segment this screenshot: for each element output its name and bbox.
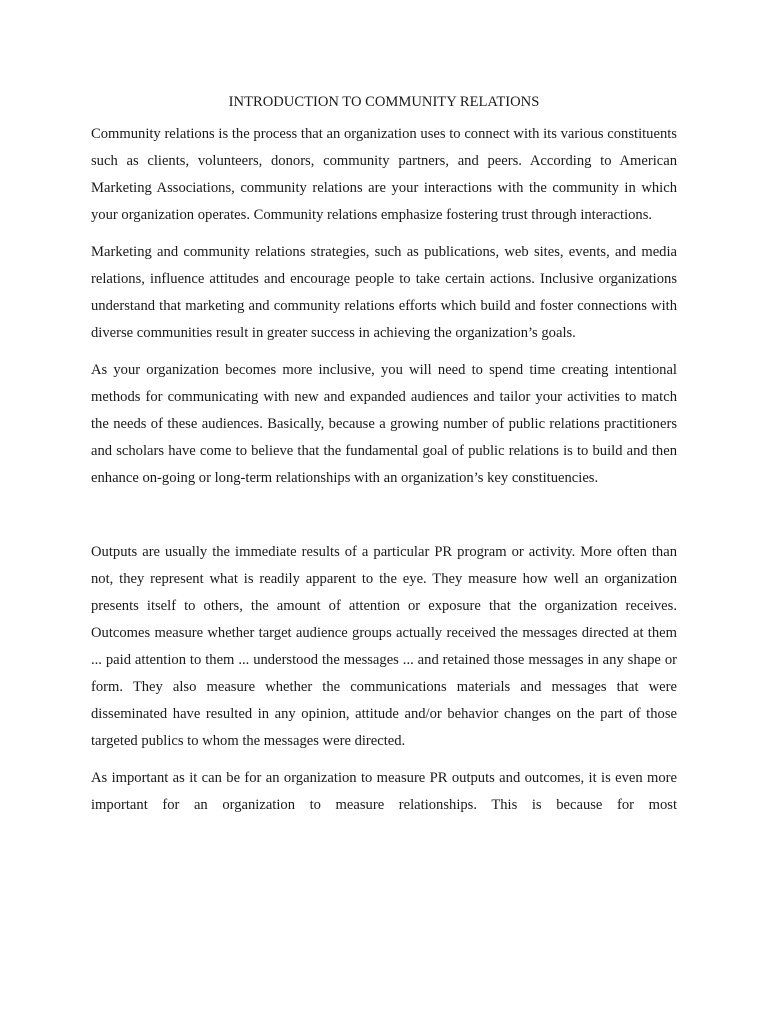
page-title: INTRODUCTION TO COMMUNITY RELATIONS (228, 94, 540, 110)
paragraph-community-relations-definition: Community relations is the process that an organization uses to connect with its various constituents such as clients, volunteers, donors, community partners, and peers. According to American Marketing Associations, community relations are your interactions with the community in which your organization operates. Community relations emphasize fostering trust through interactions. (91, 126, 677, 223)
paragraph-gap (91, 502, 677, 539)
paragraph-inclusive-organization: As your organization becomes more inclusive, you will need to spend time creating intentional methods for communicating with new and expanded audiences and tailor your activities to match the needs of these audiences. Basically, because a growing number of public relations practitioners and scholars have come to believe that the fundamental goal of public relations is to build and then enhance on-going or long-term relationships with an organization’s key constituencies. (91, 362, 677, 486)
paragraph-measure-relationships: As important as it can be for an organization to measure PR outputs and outcomes, it is even more important for an organization to measure relationships. This is because for most (91, 770, 677, 813)
paragraph-outputs-outcomes: Outputs are usually the immediate results of a particular PR program or activity. More often than not, they represent what is readily apparent to the eye. They measure how well an organization presents itself to others, the amount of attention or exposure that the organization receives. Outcomes measure whether target audience groups actually received the messages directed at them ... paid attention to them ... understood the messages ... and retained those messages in any shape or form. They also measure whether the communications materials and messages that were disseminated have resulted in any opinion, attitude and/or behavior changes on the part of those targeted publics to whom the messages were directed. (91, 544, 677, 749)
document-body (91, 92, 677, 829)
paragraph-marketing-strategies: Marketing and community relations strategies, such as publications, web sites, events, and media relations, influence attitudes and encourage people to take certain actions. Inclusive organizations understand that marketing and community relations efforts which build and foster connections with diverse communities result in greater success in achieving the organization’s goals. (91, 244, 677, 341)
